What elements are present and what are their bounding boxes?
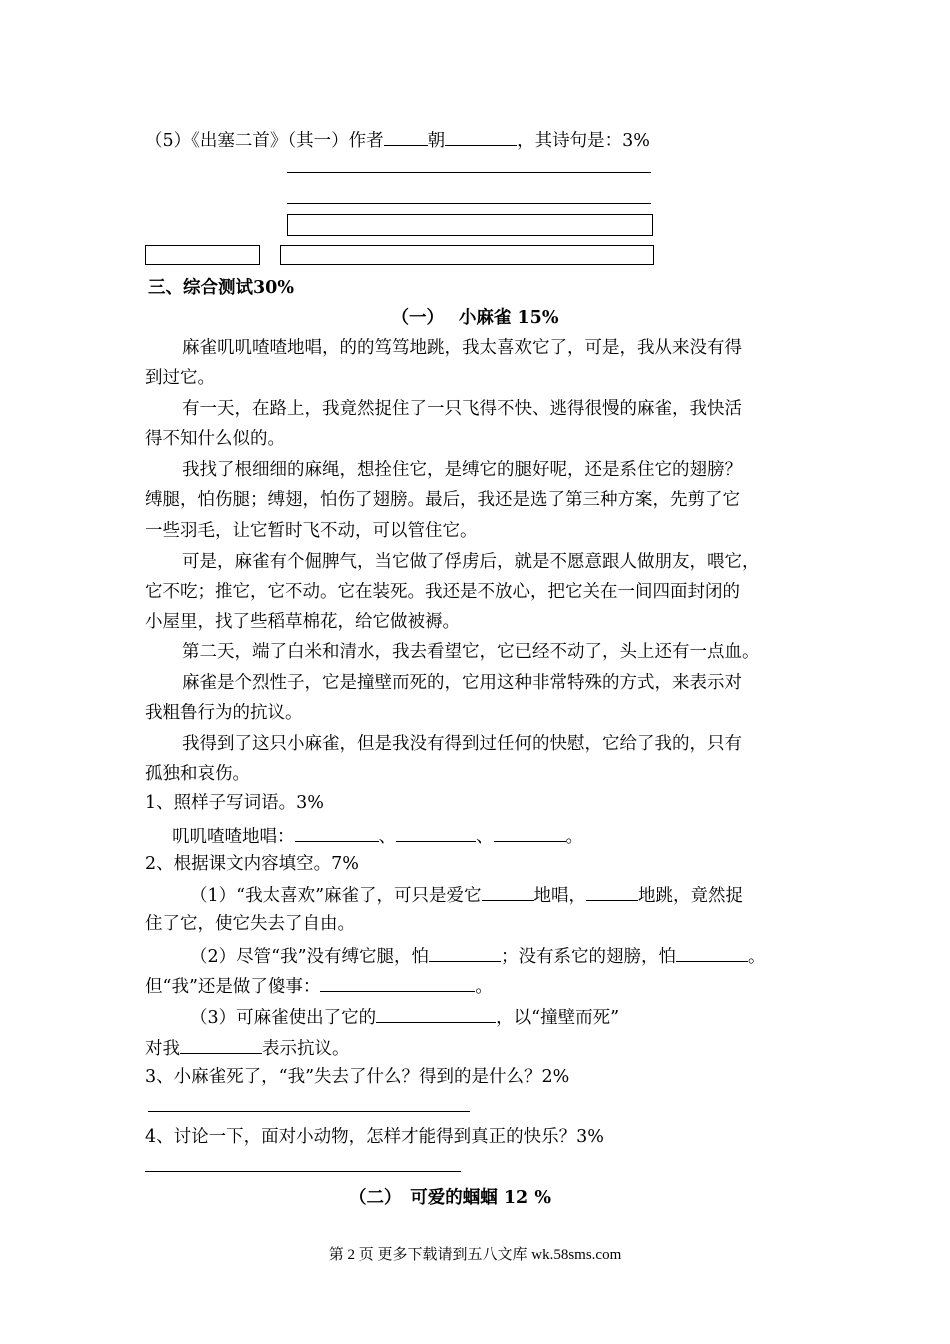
poem-question <box>145 127 650 153</box>
para3-line2: 缚腿，怕伤腿；缚翅，怕伤了翅膀。最后，我还是选了第三种方案，先剪了它 <box>145 490 740 510</box>
q1-blank-3[interactable] <box>494 823 566 842</box>
para4-line1: 可是，麻雀有个倔脾气，当它做了俘虏后，就是不愿意跟人做朋友，喂它， <box>182 552 760 572</box>
q2-c-blank-1[interactable] <box>376 1004 496 1023</box>
page-footer: 第 2 页 更多下载请到五八文库 wk.58sms.com <box>328 1247 622 1263</box>
poem-question-tail: ，其诗句是：3% <box>517 131 650 151</box>
q1-title: 1、照样子写词语。3% <box>145 793 324 813</box>
para4-line3: 小屋里，找了些稻草棉花，给它做被褥。 <box>145 612 460 632</box>
poem-box-3[interactable] <box>287 214 653 236</box>
poem-question-label: （5）《出塞二首》（其一）作者 <box>145 131 384 151</box>
q2-a2: 地唱， <box>533 886 587 906</box>
section-title: 三、综合测试30% <box>148 278 294 298</box>
q2-item3 <box>190 1004 619 1030</box>
para4-line2: 它不吃；推它，它不动。它在装死。我还是不放心，把它关在一间四面封闭的 <box>145 582 740 602</box>
author-dynasty-blank[interactable] <box>384 127 428 146</box>
poem-question-mid: 朝 <box>427 131 446 151</box>
para1-line2: 到过它。 <box>145 368 215 388</box>
poem-line-1[interactable] <box>287 172 651 173</box>
q2-b4: 但“我”还是做了傻事： <box>145 977 321 997</box>
q2-b1: （2）尽管“我”没有缚它腿，怕 <box>190 947 430 967</box>
q1-end: 。 <box>565 827 583 847</box>
q2-c3: 对我 <box>145 1039 180 1059</box>
q2-b-blank-1[interactable] <box>429 943 501 962</box>
q2-a4: 住了它，使它失去了自由。 <box>145 914 355 934</box>
q2-a-blank-1[interactable] <box>482 882 534 901</box>
q2-c2: ，以“撞壁而死” <box>496 1008 620 1028</box>
q1-blank-1[interactable] <box>295 823 379 842</box>
article2-title: （二） 可爱的蝈蝈 12 % <box>349 1188 551 1208</box>
para3-line1: 我找了根细细的麻绳，想拴住它，是缚它的腿好呢，还是系住它的翅膀？ <box>182 460 742 480</box>
q4-title: 4、讨论一下，面对小动物，怎样才能得到真正的快乐？3% <box>145 1127 604 1147</box>
q2-b-blank-3[interactable] <box>320 973 475 992</box>
q4-answer-line[interactable] <box>145 1171 461 1172</box>
q1-sep-1: 、 <box>378 827 396 847</box>
q1-example-label: 叽叽喳喳地唱： <box>172 827 295 847</box>
q2-item2 <box>190 943 766 969</box>
para1-line1: 麻雀叽叽喳喳地唱，的的笃笃地跳，我太喜欢它了，可是，我从来没有得 <box>182 338 742 358</box>
q2-c4: 表示抗议。 <box>262 1039 350 1059</box>
q3-title: 3、小麻雀死了，“我”失去了什么？得到的是什么？2% <box>145 1067 570 1087</box>
para7-line1: 我得到了这只小麻雀，但是我没有得到过任何的快慰，它给了我的，只有 <box>182 734 742 754</box>
q2-b3: 。 <box>748 947 766 967</box>
q1-blank-2[interactable] <box>396 823 476 842</box>
para7-line2: 孤独和哀伤。 <box>145 764 250 784</box>
poem-box-small[interactable] <box>145 245 260 265</box>
q3-answer-line[interactable] <box>148 1111 470 1112</box>
q2-a-blank-2[interactable] <box>586 882 638 901</box>
para2-line1: 有一天，在路上，我竟然捉住了一只飞得不快、逃得很慢的麻雀，我快活 <box>182 399 742 419</box>
q2-item1 <box>190 882 743 908</box>
article1-title: （一） 小麻雀 15% <box>391 308 559 328</box>
q1-example <box>172 823 583 849</box>
poem-line-2[interactable] <box>287 203 651 204</box>
para2-line2: 得不知什么似的。 <box>145 429 285 449</box>
q2-item3-cont <box>145 1035 350 1061</box>
author-name-blank[interactable] <box>445 127 517 146</box>
q2-title: 2、根据课文内容填空。7% <box>145 854 359 874</box>
q2-b-blank-2[interactable] <box>676 943 748 962</box>
para6-line1: 麻雀是个烈性子，它是撞壁而死的，它用这种非常特殊的方式，来表示对 <box>182 673 742 693</box>
q2-c1: （3）可麻雀使出了它的 <box>190 1008 377 1028</box>
q2-b2: ；没有系它的翅膀，怕 <box>501 947 677 967</box>
para5-line1: 第二天，端了白米和清水，我去看望它，它已经不动了，头上还有一点血。 <box>182 642 760 662</box>
q2-b5: 。 <box>475 977 493 997</box>
q2-a3: 地跳，竟然捉 <box>638 886 744 906</box>
q2-c-blank-2[interactable] <box>180 1035 262 1054</box>
q2-item2-cont <box>145 973 493 999</box>
para3-line3: 一些羽毛，让它暂时飞不动，可以管住它。 <box>145 521 478 541</box>
q1-sep-2: 、 <box>476 827 494 847</box>
para6-line2: 我粗鲁行为的抗议。 <box>145 703 303 723</box>
q2-a1: （1）“我太喜欢”麻雀了，可只是爱它 <box>190 886 482 906</box>
poem-box-4[interactable] <box>280 245 654 265</box>
